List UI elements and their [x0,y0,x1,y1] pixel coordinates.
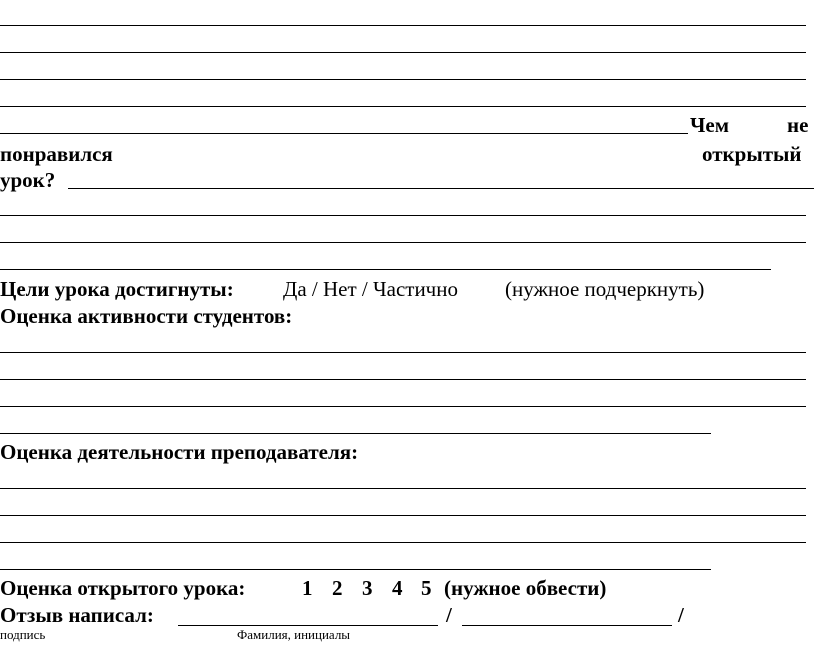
rating-score-4: 4 [392,576,403,600]
lesson-rating-hint: (нужное обвести) [444,576,607,600]
rating-score-5: 5 [421,576,432,600]
rating-score-3: 3 [362,576,373,600]
goals-label: Цели урока достигнуты: [0,277,234,301]
lesson-rating-label: Оценка открытого урока: [0,576,246,600]
answer-line [0,52,806,53]
goals-hint: (нужное подчеркнуть) [505,277,705,301]
name-line [462,625,672,626]
answer-line [0,352,806,353]
question-word: открытый [702,142,802,166]
answer-line [0,515,806,516]
question-word: Чем [690,113,730,137]
goals-options: Да / Нет / Частично [283,277,458,301]
answer-line [68,188,814,189]
answer-line [0,106,806,107]
answer-line [0,433,711,434]
review-label: Отзыв написал: [0,603,154,627]
answer-line [0,542,806,543]
separator-slash: / [446,603,452,627]
question-word: не [787,113,809,137]
answer-line [0,269,771,270]
signature-caption: подпись [0,627,46,642]
answer-line [0,25,806,26]
answer-line [0,379,806,380]
answer-line [0,406,806,407]
rating-score-1: 1 [302,576,313,600]
question-word: урок? [0,168,56,192]
separator-slash: / [678,603,684,627]
answer-line [0,79,806,80]
answer-line [0,569,711,570]
student-activity-label: Оценка активности студентов: [0,304,293,328]
answer-line [0,488,806,489]
answer-line [0,242,806,243]
signature-line [178,625,438,626]
answer-line [0,133,688,134]
question-word: понравился [0,142,113,166]
answer-line [0,215,806,216]
name-caption: Фамилия, инициалы [237,627,351,642]
teacher-activity-label: Оценка деятельности преподавателя: [0,440,359,464]
rating-score-2: 2 [332,576,343,600]
